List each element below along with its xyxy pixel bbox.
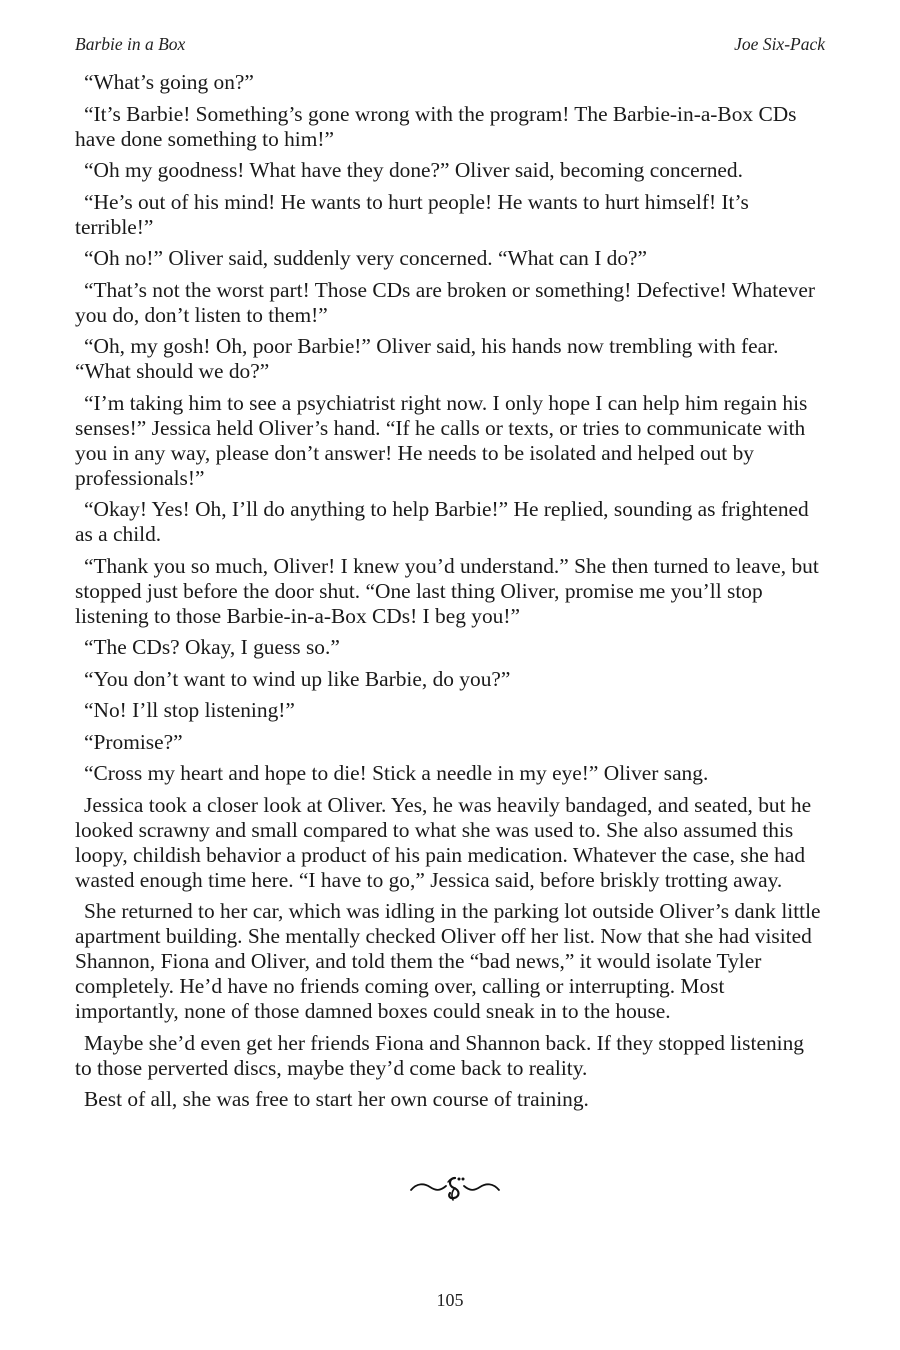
book-title: Barbie in a Box bbox=[75, 34, 186, 54]
paragraph: “No! I’ll stop listening!” bbox=[84, 698, 295, 722]
paragraph: Best of all, she was free to start her own course of training. bbox=[84, 1087, 589, 1111]
paragraph: “Oh my goodness! What have they done?” Oliver said, becoming concerned. bbox=[84, 158, 743, 182]
paragraph: Jessica took a closer look at Oliver. Yes, he was heavily bandaged, and seated, but he looked scrawny and small compared to what she was used to. She also assumed this loopy, childish behavior a product of his pain medication. Whatever the case, she had wasted enough time here. “I have to go,” Jessica said, before briskly trotting away. bbox=[75, 792, 812, 892]
paragraph: “Promise?” bbox=[84, 729, 183, 754]
running-header bbox=[75, 34, 825, 58]
paragraph: “You don’t want to wind up like Barbie, do you?” bbox=[84, 666, 511, 691]
paragraph: She returned to her car, which was idling in the parking lot outside Oliver’s dank little apartment building. She mentally checked Oliver off her list. Now that she had visited Shannon, Fiona and Oliver, and told them the “bad news,” it would isolate Tyler completely. He’d have no friends coming over, calling or interrupting. Most importantly, none of those damned boxes could sneak in to the house. bbox=[75, 899, 821, 1023]
page-number: 105 bbox=[436, 1290, 464, 1310]
paragraph: “The CDs? Okay, I guess so.” bbox=[84, 635, 340, 659]
section-break-flourish-icon bbox=[408, 1170, 502, 1206]
paragraph: “Thank you so much, Oliver! I knew you’d understand.” She then turned to leave, but stopped just before the door shut. “One last thing Oliver, promise me you’ll stop listening to those Barbie-in-a-Box CDs! I beg you!” bbox=[75, 553, 819, 628]
paragraph: “He’s out of his mind! He wants to hurt people! He wants to hurt himself! It’s terrible!” bbox=[75, 189, 749, 239]
chapter-body bbox=[75, 70, 825, 1119]
paragraph: “That’s not the worst part! Those CDs are broken or something! Defective! Whatever you do, don’t listen to them!” bbox=[75, 277, 816, 327]
author-name: Joe Six-Pack bbox=[734, 34, 825, 54]
paragraph: Maybe she’d even get her friends Fiona and Shannon back. If they stopped listening to those perverted discs, maybe they’d come back to reality. bbox=[75, 1030, 804, 1080]
paragraph: “It’s Barbie! Something’s gone wrong with the program! The Barbie-in-a-Box CDs have done something to him!” bbox=[75, 101, 797, 151]
paragraph: “Okay! Yes! Oh, I’ll do anything to help Barbie!” He replied, sounding as frightened as a child. bbox=[75, 497, 809, 546]
paragraph: “Oh no!” Oliver said, suddenly very concerned. “What can I do?” bbox=[84, 246, 648, 270]
paragraph: “Cross my heart and hope to die! Stick a needle in my eye!” Oliver sang. bbox=[84, 761, 709, 785]
paragraph: “I’m taking him to see a psychiatrist right now. I only hope I can help him regain his senses!” Jessica held Oliver’s hand. “If he calls or texts, or tries to communicate with you in any way, please don’t answer! He needs to be isolated and helped out by professionals!” bbox=[75, 390, 808, 490]
paragraph: “What’s going on?” bbox=[84, 70, 254, 94]
paragraph: “Oh, my gosh! Oh, poor Barbie!” Oliver said, his hands now trembling with fear. “What should we do?” bbox=[75, 334, 779, 383]
